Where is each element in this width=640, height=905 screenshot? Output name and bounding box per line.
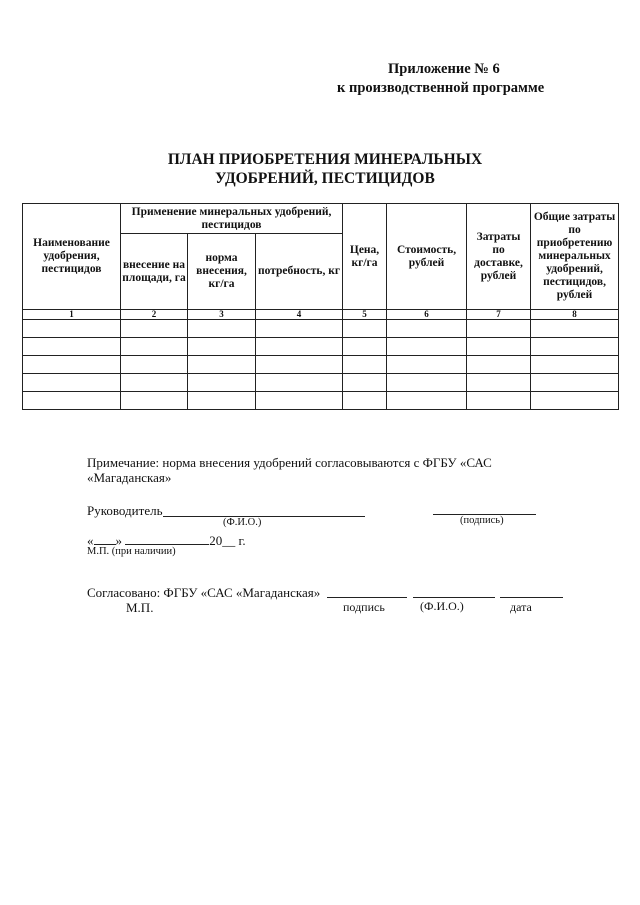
date-day-blank[interactable] [94,532,116,545]
col-header-rate: норма внесения, кг/га [188,234,256,310]
table-cell[interactable] [343,356,387,374]
col-header-delivery: Затраты по доставке, рублей [467,204,531,310]
date-quote-close: » [115,533,122,548]
approval-date-line[interactable] [500,597,563,598]
head-label: Руководитель [87,503,163,518]
table-cell[interactable] [256,356,343,374]
table-row [23,392,619,410]
approval-sign-caption: подпись [343,600,385,614]
head-fio-caption: (Ф.И.О.) [223,517,262,528]
table-cell[interactable] [121,356,188,374]
title-line-2: УДОБРЕНИЙ, ПЕСТИЦИДОВ [215,170,435,187]
plan-table [22,203,619,410]
table-body [23,320,619,410]
table-row [23,374,619,392]
table-row [23,320,619,338]
column-number: 2 [121,310,188,320]
column-number: 7 [467,310,531,320]
table-cell[interactable] [121,338,188,356]
date-quote-open: « [87,533,94,548]
col-header-name: Наименование удобрения, пестицидов [23,204,121,310]
table-cell[interactable] [387,392,467,410]
table-cell[interactable] [467,392,531,410]
col-header-area: внесение на площади, га [121,234,188,310]
table-cell[interactable] [256,338,343,356]
approval-label: Согласовано: ФГБУ «САС «Магаданская» [87,585,321,600]
table-cell[interactable] [188,392,256,410]
approval-sign-line[interactable] [327,597,407,598]
column-number: 3 [188,310,256,320]
approval-date-caption: дата [510,600,532,614]
date-year: 20__ г. [209,533,246,548]
table-cell[interactable] [531,320,619,338]
table-cell[interactable] [23,338,121,356]
table-cell[interactable] [531,392,619,410]
table-cell[interactable] [387,374,467,392]
table-cell[interactable] [531,374,619,392]
note-line-1: Примечание: норма внесения удобрений согласовываются с ФГБУ «САС [87,455,492,470]
table-cell[interactable] [387,320,467,338]
table-cell[interactable] [188,374,256,392]
table-cell[interactable] [467,338,531,356]
col-header-total: Общие затраты по приобретению минеральных удобрений, пестицидов, рублей [531,204,619,310]
table-cell[interactable] [256,374,343,392]
col-header-price: Цена, кг/га [343,204,387,310]
table-cell[interactable] [188,338,256,356]
table-cell[interactable] [121,392,188,410]
column-number: 1 [23,310,121,320]
col-header-application-group: Применение минеральных удобрений, пестицидов [121,204,343,234]
table-cell[interactable] [343,320,387,338]
table-row [23,338,619,356]
table-cell[interactable] [387,356,467,374]
stamp-note: М.П. (при наличии) [87,546,176,557]
table-row [23,356,619,374]
table-cell[interactable] [467,356,531,374]
table-cell[interactable] [23,374,121,392]
document-title [140,150,510,188]
date-month-blank[interactable] [125,532,209,545]
table-cell[interactable] [467,374,531,392]
appendix-number: Приложение № 6 [388,61,500,77]
table-cell[interactable] [121,374,188,392]
note-line-2: «Магаданская» [87,470,172,485]
column-number-row [23,310,619,320]
table-cell[interactable] [343,392,387,410]
table-cell[interactable] [121,320,188,338]
table-cell[interactable] [188,320,256,338]
column-number: 5 [343,310,387,320]
column-number: 6 [387,310,467,320]
approval-mp: М.П. [126,600,154,615]
approval-fio-line[interactable] [413,597,495,598]
table-cell[interactable] [23,356,121,374]
col-header-need: потребность, кг [256,234,343,310]
table-cell[interactable] [256,392,343,410]
table-cell[interactable] [23,320,121,338]
head-sign-caption: (подпись) [460,515,504,526]
table-cell[interactable] [467,320,531,338]
table-cell[interactable] [387,338,467,356]
table-cell[interactable] [343,338,387,356]
table-cell[interactable] [23,392,121,410]
column-number: 4 [256,310,343,320]
table-cell[interactable] [188,356,256,374]
table-cell[interactable] [531,338,619,356]
approval-fio-caption: (Ф.И.О.) [420,599,464,613]
column-number: 8 [531,310,619,320]
head-fio-line[interactable] [163,516,365,517]
appendix-subtitle: к производственной программе [337,80,545,96]
col-header-cost: Стоимость, рублей [387,204,467,310]
table-cell[interactable] [256,320,343,338]
table-header-row-1 [23,204,619,234]
title-line-1: ПЛАН ПРИОБРЕТЕНИЯ МИНЕРАЛЬНЫХ [167,151,483,168]
table-cell[interactable] [531,356,619,374]
table-cell[interactable] [343,374,387,392]
